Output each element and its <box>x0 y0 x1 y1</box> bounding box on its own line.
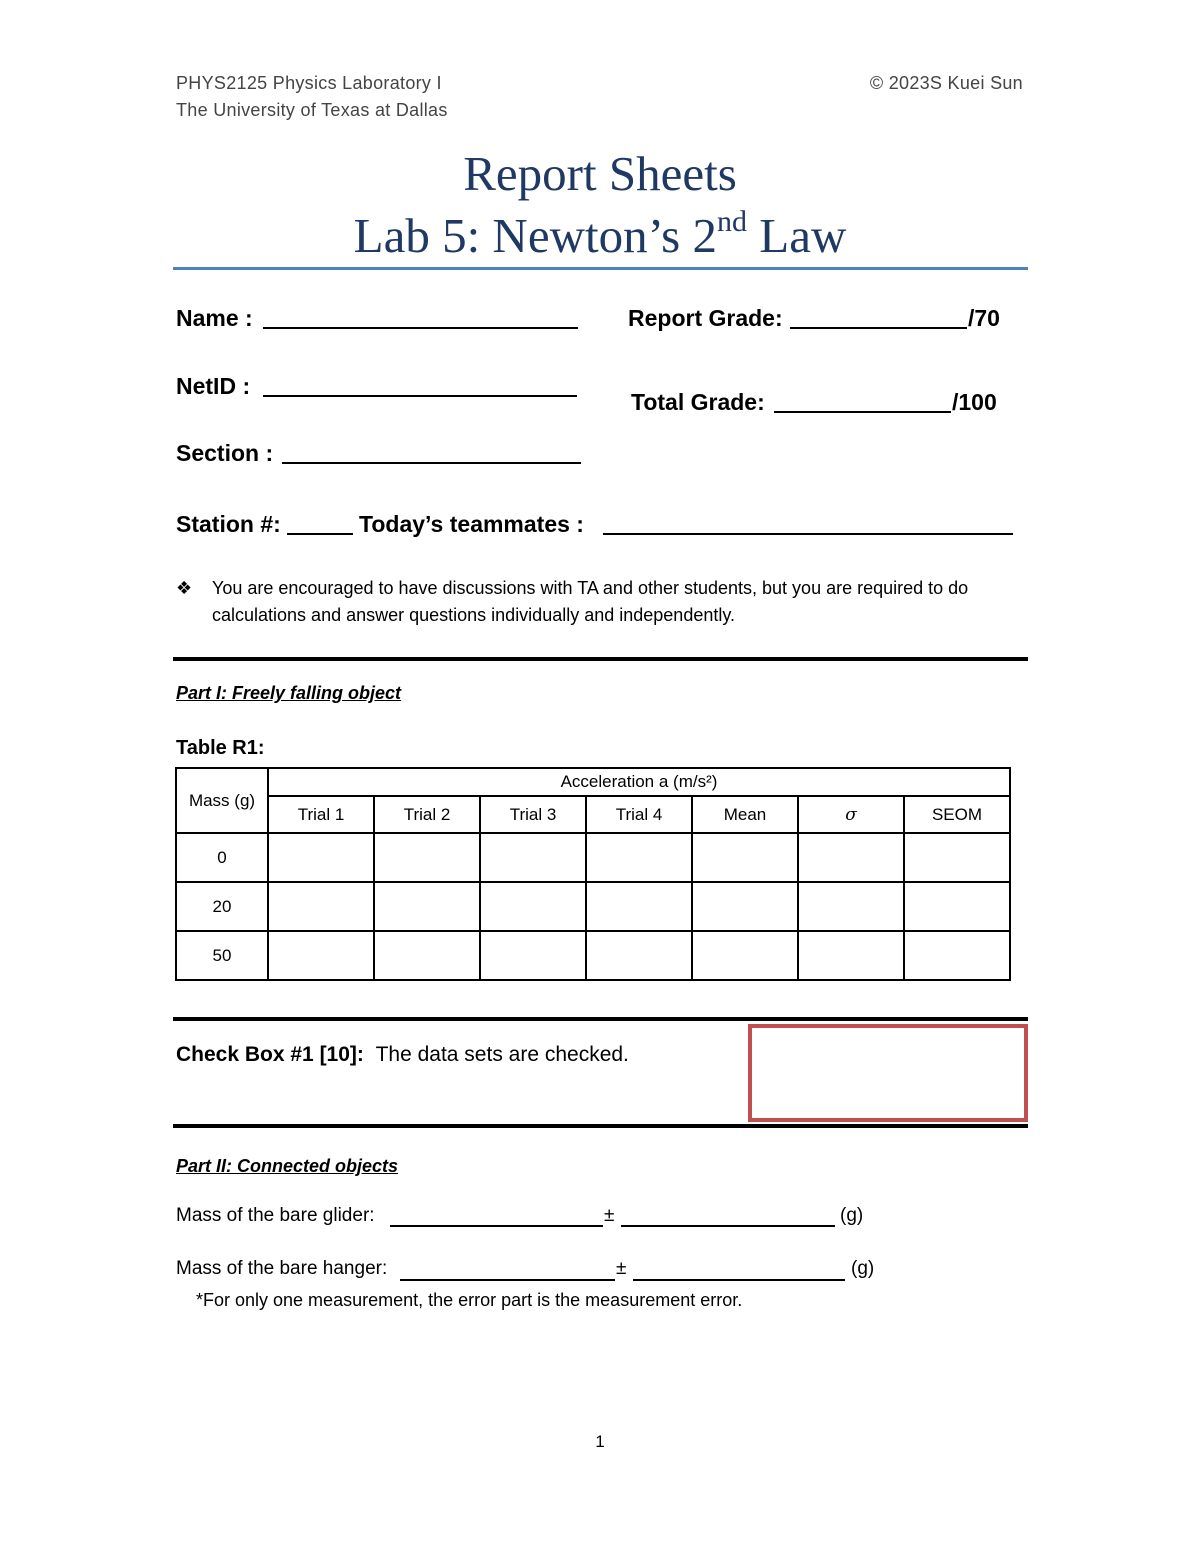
table-cell[interactable] <box>798 882 904 931</box>
university-name: The University of Texas at Dallas <box>176 100 448 120</box>
netid-label: NetID : <box>176 373 251 399</box>
table-cell[interactable] <box>374 833 480 882</box>
table-cell[interactable] <box>692 833 798 882</box>
table-cell[interactable] <box>268 882 374 931</box>
mass-header: Mass (g) <box>176 768 268 833</box>
measurement-footnote: *For only one measurement, the error part is the measurement error. <box>196 1290 743 1310</box>
glider-label: Mass of the bare glider: <box>176 1205 375 1226</box>
table-cell[interactable] <box>798 833 904 882</box>
part2-heading: Part II: Connected objects <box>176 1156 399 1176</box>
table-cell[interactable] <box>268 833 374 882</box>
glider-plus-minus: ± <box>604 1205 615 1226</box>
note-text: You are encouraged to have discussions with TA and other students, but you are required to do calculations and answer questions individually and independently. <box>212 578 969 625</box>
title-lab-prefix: Lab 5: Newton’s 2 <box>353 208 718 263</box>
mass-value: 20 <box>176 882 268 931</box>
col-header-seom: SEOM <box>904 796 1010 833</box>
table-cell[interactable] <box>586 931 692 980</box>
divider-checkbox-top <box>173 1017 1028 1021</box>
report-grade-label: Report Grade: <box>628 305 783 331</box>
checkbox-text-line <box>176 1043 629 1067</box>
hanger-error-field[interactable] <box>633 1279 845 1281</box>
divider-part1 <box>173 657 1028 661</box>
total-grade-max: /100 <box>952 389 997 415</box>
col-header-mean: Mean <box>692 796 798 833</box>
checkbox-label: Check Box #1 [10]: <box>176 1043 364 1066</box>
table-row <box>176 833 1010 882</box>
table-cell[interactable] <box>586 833 692 882</box>
mass-value: 0 <box>176 833 268 882</box>
teammates-label: Today’s teammates : <box>359 511 584 537</box>
table-cell[interactable] <box>692 931 798 980</box>
section-label: Section : <box>176 440 274 466</box>
station-field[interactable] <box>287 533 353 535</box>
col-header-trial-2: Trial 2 <box>374 796 480 833</box>
title-divider <box>173 267 1028 270</box>
hanger-plus-minus: ± <box>616 1258 627 1279</box>
report-grade-max: /70 <box>968 305 1000 331</box>
col-header-trial-1: Trial 1 <box>268 796 374 833</box>
table-cell[interactable] <box>480 833 586 882</box>
part1-heading: Part I: Freely falling object <box>176 683 402 703</box>
report-grade-field[interactable] <box>790 327 967 329</box>
section-field[interactable] <box>282 462 581 464</box>
total-grade-label: Total Grade: <box>631 389 765 415</box>
title-lab-suffix: Law <box>747 208 847 263</box>
course-name: PHYS2125 Physics Laboratory I <box>176 73 442 93</box>
table-r1 <box>175 767 1011 981</box>
table-cell[interactable] <box>692 882 798 931</box>
checkbox-text: The data sets are checked. <box>375 1043 629 1066</box>
hanger-value-field[interactable] <box>400 1279 615 1281</box>
glider-unit: (g) <box>840 1205 864 1226</box>
name-field[interactable] <box>263 327 578 329</box>
table-cell[interactable] <box>798 931 904 980</box>
table-cell[interactable] <box>904 931 1010 980</box>
table-row <box>176 931 1010 980</box>
col-header-trial-3: Trial 3 <box>480 796 586 833</box>
table-cell[interactable] <box>480 882 586 931</box>
page-number: 1 <box>595 1432 605 1451</box>
name-label: Name : <box>176 305 253 331</box>
table-cell[interactable] <box>904 882 1010 931</box>
mass-value: 50 <box>176 931 268 980</box>
station-label: Station #: <box>176 511 281 537</box>
table-cell[interactable] <box>480 931 586 980</box>
hanger-label: Mass of the bare hanger: <box>176 1258 388 1279</box>
table-cell[interactable] <box>904 833 1010 882</box>
col-header-trial-4: Trial 4 <box>586 796 692 833</box>
table-cell[interactable] <box>374 931 480 980</box>
netid-field[interactable] <box>263 395 577 397</box>
hanger-unit: (g) <box>851 1258 875 1279</box>
col-header-sigma: σ <box>798 796 904 833</box>
check-box-1[interactable] <box>748 1024 1028 1122</box>
teammates-field[interactable] <box>603 533 1013 535</box>
title-report-sheets: Report Sheets <box>463 146 737 201</box>
divider-part2 <box>173 1124 1028 1128</box>
table-cell[interactable] <box>268 931 374 980</box>
title-lab <box>0 204 1200 264</box>
note-bullet-icon: ❖ <box>176 578 193 598</box>
total-grade-field[interactable] <box>774 411 951 413</box>
glider-error-field[interactable] <box>621 1225 835 1227</box>
table-r1-label: Table R1: <box>176 737 265 759</box>
table-cell[interactable] <box>374 882 480 931</box>
table-cell[interactable] <box>586 882 692 931</box>
glider-value-field[interactable] <box>390 1225 603 1227</box>
acceleration-header: Acceleration a (m/s²) <box>268 768 1010 796</box>
title-lab-superscript: nd <box>717 204 748 238</box>
table-row <box>176 882 1010 931</box>
copyright: © 2023S Kuei Sun <box>869 73 1023 93</box>
